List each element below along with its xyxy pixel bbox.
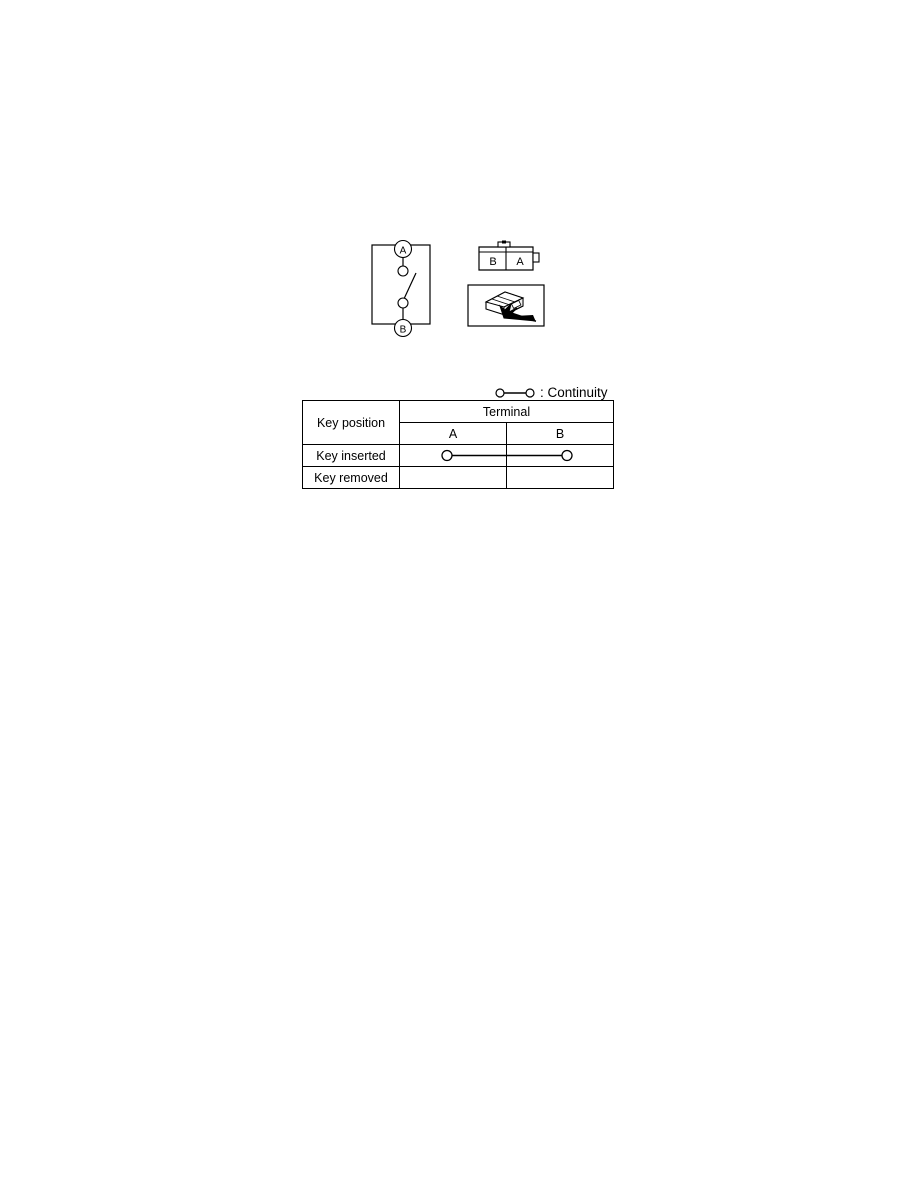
connector-lock-notch [502, 241, 506, 244]
connector-face-group [479, 241, 539, 271]
terminal-b-label: B [399, 324, 407, 336]
header-terminal-a: A [400, 423, 507, 445]
switch-symbol-group [372, 241, 430, 337]
contact-lower [398, 298, 408, 308]
connector-side-nub [533, 253, 539, 262]
continuity-mark-right [507, 445, 614, 466]
cell-key-inserted-b [507, 445, 614, 467]
connector-illustration-group [468, 285, 544, 326]
terminal-a-label: A [399, 245, 407, 257]
cell-key-inserted-a [400, 445, 507, 467]
table-row [303, 467, 614, 489]
table-header-row-1 [303, 401, 614, 423]
cell-key-removed-a [400, 467, 507, 489]
continuity-table [302, 400, 614, 489]
continuity-mark-left [400, 445, 507, 466]
connector-terminal-a-label: A [516, 256, 524, 268]
header-key-position: Key position [303, 401, 400, 445]
continuity-legend-text: : Continuity [540, 385, 608, 400]
table-row [303, 445, 614, 467]
row-label-key-removed: Key removed [303, 467, 400, 489]
header-terminal: Terminal [400, 401, 614, 423]
connector-terminal-b-label: B [489, 256, 497, 268]
header-terminal-b: B [507, 423, 614, 445]
cell-key-removed-b [507, 467, 614, 489]
continuity-symbol [494, 386, 536, 400]
row-label-key-inserted: Key inserted [303, 445, 400, 467]
contact-upper [398, 266, 408, 276]
switch-blade [403, 273, 416, 301]
